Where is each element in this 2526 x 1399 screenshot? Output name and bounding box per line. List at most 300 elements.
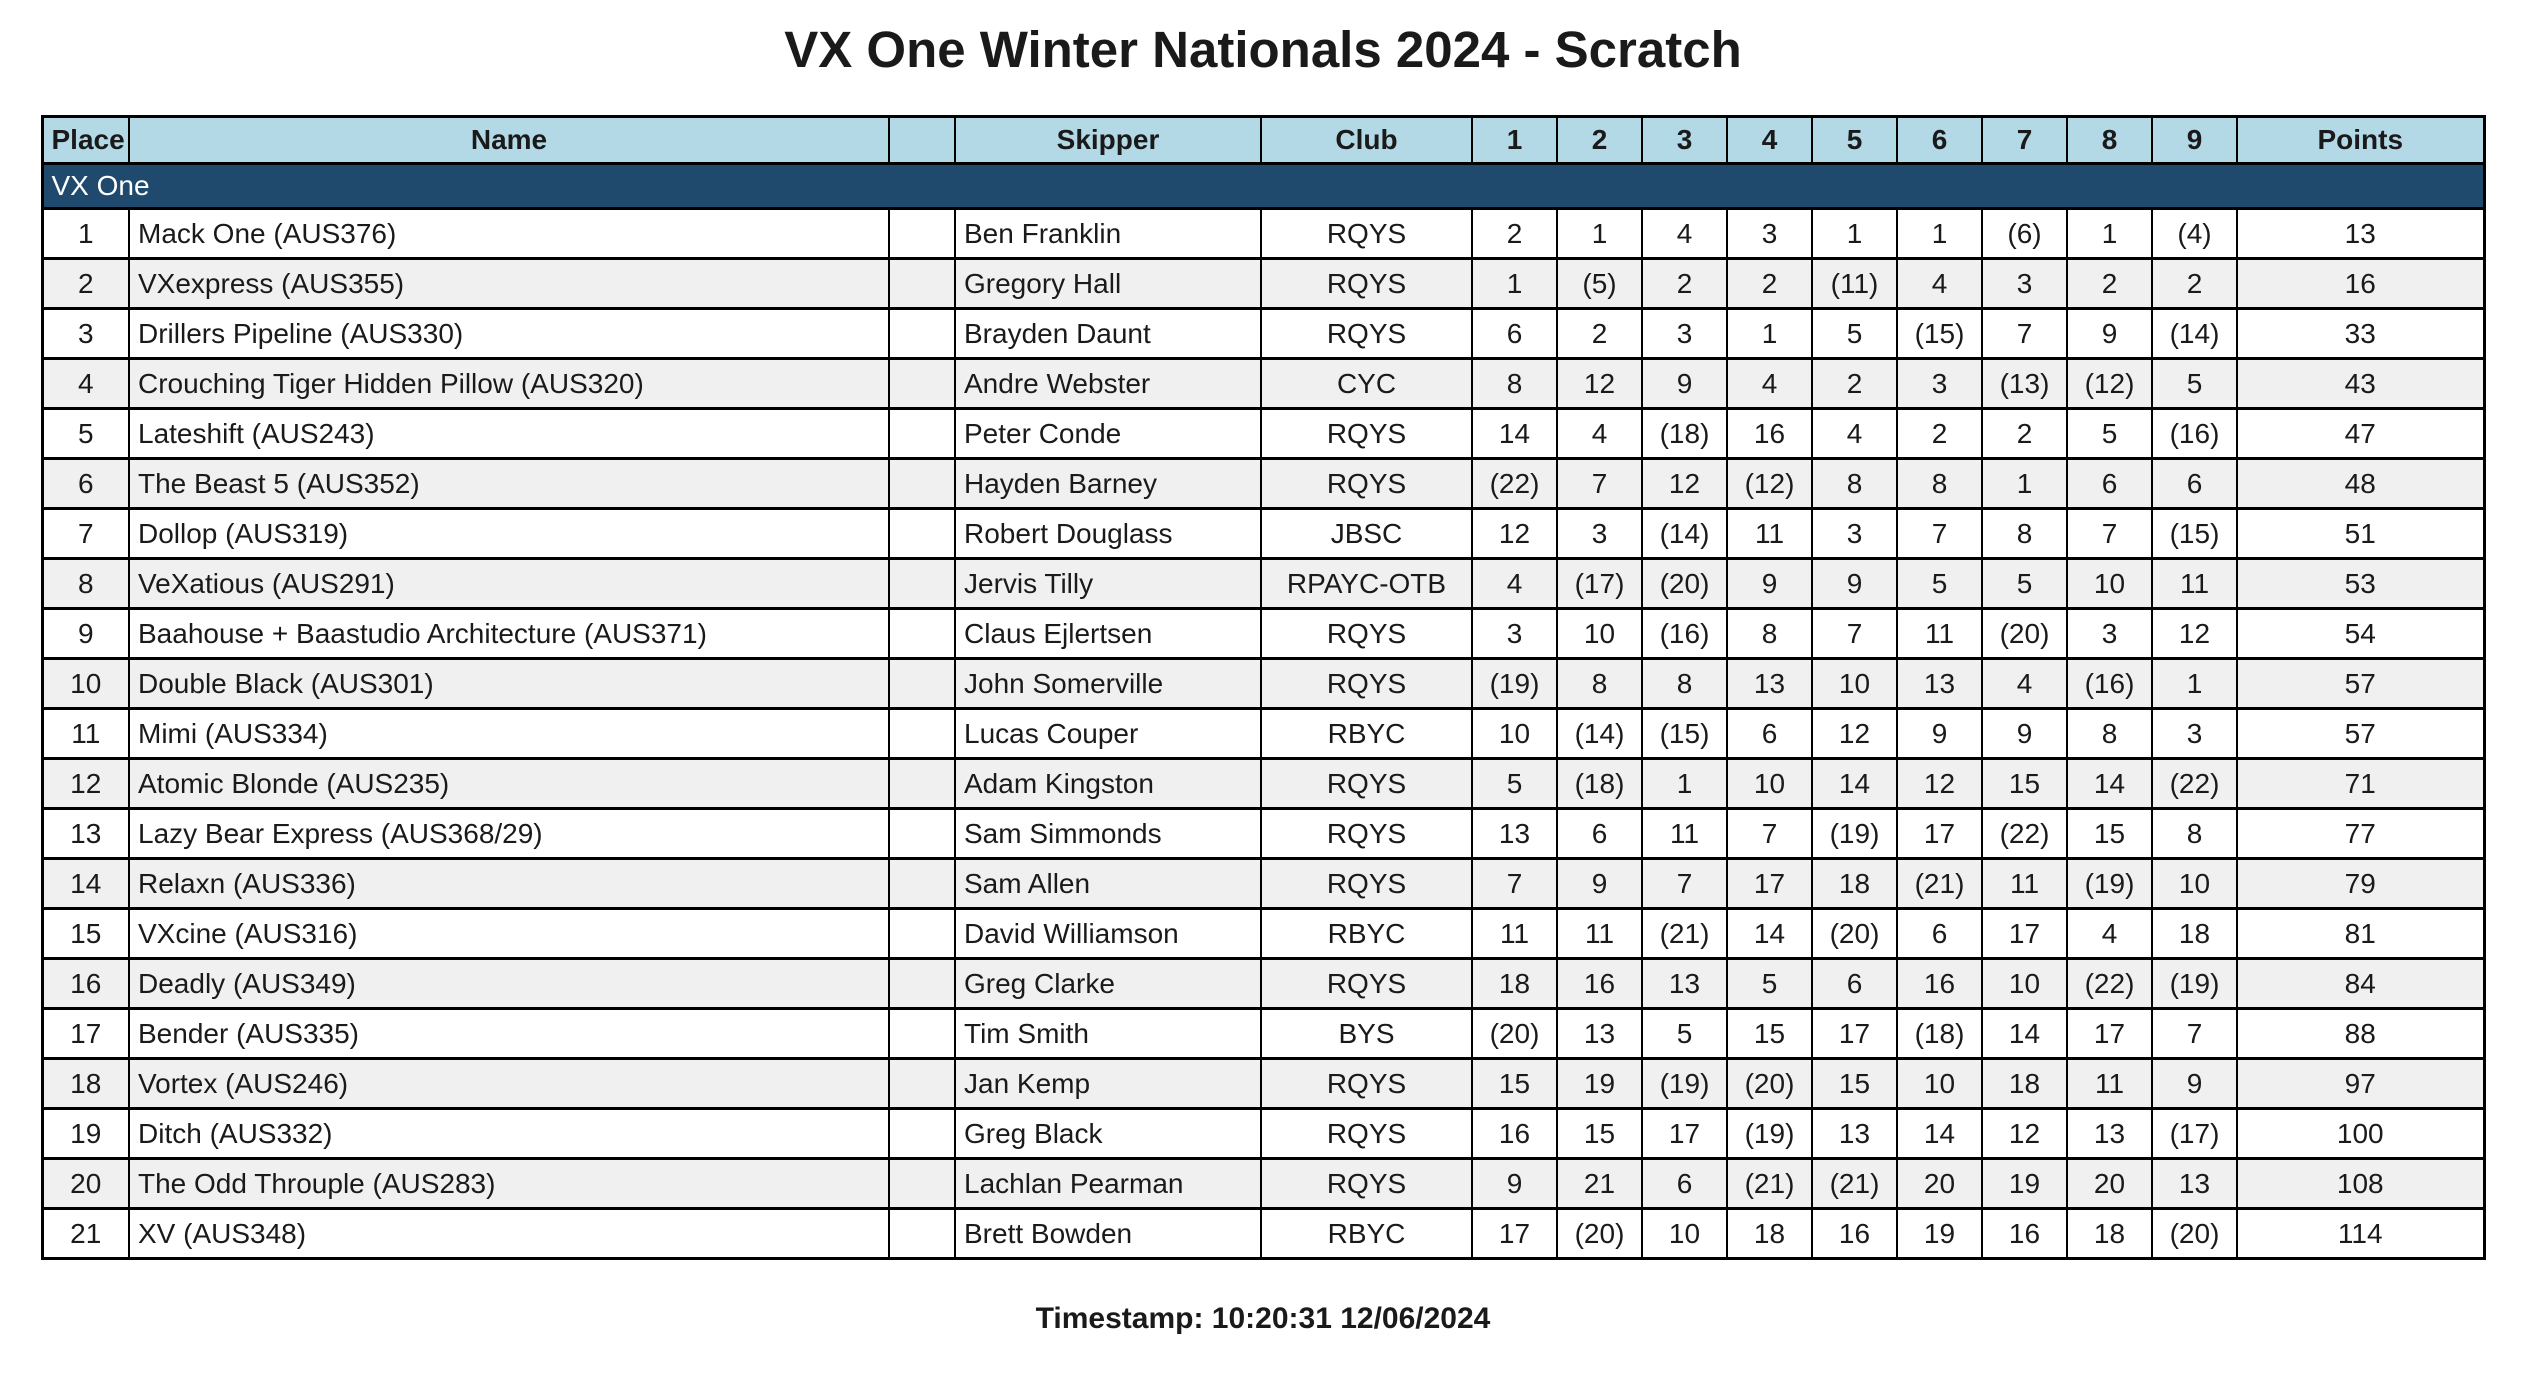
race-3-score-cell: (20) <box>1642 559 1727 609</box>
division-label: VX One <box>42 164 2484 209</box>
race-5-score-cell: (11) <box>1812 259 1897 309</box>
race-6-score-cell: 4 <box>1897 259 1982 309</box>
place-cell: 8 <box>42 559 129 609</box>
race-7-score-cell: 2 <box>1982 409 2067 459</box>
club-cell: RPAYC-OTB <box>1261 559 1472 609</box>
skipper-cell: Gregory Hall <box>955 259 1261 309</box>
skipper-cell: Ben Franklin <box>955 209 1261 259</box>
race-8-score-cell: 13 <box>2067 1109 2152 1159</box>
result-row <box>42 559 2484 609</box>
points-cell: 77 <box>2237 809 2484 859</box>
race-8-score-cell: 18 <box>2067 1209 2152 1259</box>
result-row <box>42 259 2484 309</box>
result-row <box>42 809 2484 859</box>
race-7-score-cell: 14 <box>1982 1009 2067 1059</box>
race-9-score-cell: 10 <box>2152 859 2237 909</box>
column-header-place: Place <box>42 117 129 164</box>
race-9-score-cell: 13 <box>2152 1159 2237 1209</box>
race-9-score-cell: 5 <box>2152 359 2237 409</box>
result-row <box>42 359 2484 409</box>
club-cell: JBSC <box>1261 509 1472 559</box>
club-cell: RQYS <box>1261 1059 1472 1109</box>
race-1-score-cell: 2 <box>1472 209 1557 259</box>
result-row <box>42 859 2484 909</box>
points-cell: 100 <box>2237 1109 2484 1159</box>
spacer-cell <box>889 459 955 509</box>
race-5-score-cell: 14 <box>1812 759 1897 809</box>
spacer-cell <box>889 259 955 309</box>
race-3-score-cell: 7 <box>1642 859 1727 909</box>
race-9-score-cell: 7 <box>2152 1009 2237 1059</box>
skipper-cell: Adam Kingston <box>955 759 1261 809</box>
column-header-6: 6 <box>1897 117 1982 164</box>
race-1-score-cell: 9 <box>1472 1159 1557 1209</box>
race-5-score-cell: 1 <box>1812 209 1897 259</box>
race-7-score-cell: 3 <box>1982 259 2067 309</box>
column-header-7: 7 <box>1982 117 2067 164</box>
race-7-score-cell: 17 <box>1982 909 2067 959</box>
table-header <box>42 117 2484 164</box>
race-8-score-cell: 2 <box>2067 259 2152 309</box>
spacer-cell <box>889 1109 955 1159</box>
division-section-row <box>42 164 2484 209</box>
race-2-score-cell: 13 <box>1557 1009 1642 1059</box>
race-7-score-cell: 4 <box>1982 659 2067 709</box>
club-cell: CYC <box>1261 359 1472 409</box>
column-header-9: 9 <box>2152 117 2237 164</box>
result-row <box>42 1159 2484 1209</box>
race-3-score-cell: 5 <box>1642 1009 1727 1059</box>
race-6-score-cell: 19 <box>1897 1209 1982 1259</box>
race-4-score-cell: 13 <box>1727 659 1812 709</box>
boat-name-cell: VeXatious (AUS291) <box>129 559 889 609</box>
race-5-score-cell: 12 <box>1812 709 1897 759</box>
boat-name-cell: Mimi (AUS334) <box>129 709 889 759</box>
page-title: VX One Winter Nationals 2024 - Scratch <box>784 21 1742 78</box>
race-2-score-cell: (20) <box>1557 1209 1642 1259</box>
race-6-score-cell: 8 <box>1897 459 1982 509</box>
race-3-score-cell: 8 <box>1642 659 1727 709</box>
race-9-score-cell: 8 <box>2152 809 2237 859</box>
race-1-score-cell: 5 <box>1472 759 1557 809</box>
column-header-2: 2 <box>1557 117 1642 164</box>
race-2-score-cell: 7 <box>1557 459 1642 509</box>
result-row <box>42 1109 2484 1159</box>
column-header-name: Name <box>129 117 889 164</box>
race-9-score-cell: 6 <box>2152 459 2237 509</box>
result-row <box>42 1059 2484 1109</box>
race-4-score-cell: 5 <box>1727 959 1812 1009</box>
race-1-score-cell: 13 <box>1472 809 1557 859</box>
race-9-score-cell: (19) <box>2152 959 2237 1009</box>
boat-name-cell: The Odd Throuple (AUS283) <box>129 1159 889 1209</box>
race-7-score-cell: 18 <box>1982 1059 2067 1109</box>
race-2-score-cell: 12 <box>1557 359 1642 409</box>
race-4-score-cell: (21) <box>1727 1159 1812 1209</box>
points-cell: 53 <box>2237 559 2484 609</box>
race-2-score-cell: 8 <box>1557 659 1642 709</box>
points-cell: 71 <box>2237 759 2484 809</box>
race-7-score-cell: 1 <box>1982 459 2067 509</box>
skipper-cell: Jan Kemp <box>955 1059 1261 1109</box>
column-header-8: 8 <box>2067 117 2152 164</box>
race-4-score-cell: 11 <box>1727 509 1812 559</box>
boat-name-cell: Crouching Tiger Hidden Pillow (AUS320) <box>129 359 889 409</box>
race-4-score-cell: (12) <box>1727 459 1812 509</box>
race-1-score-cell: 6 <box>1472 309 1557 359</box>
boat-name-cell: Dollop (AUS319) <box>129 509 889 559</box>
race-3-score-cell: 11 <box>1642 809 1727 859</box>
club-cell: RQYS <box>1261 659 1472 709</box>
race-7-score-cell: (6) <box>1982 209 2067 259</box>
skipper-cell: Greg Black <box>955 1109 1261 1159</box>
place-cell: 12 <box>42 759 129 809</box>
race-9-score-cell: (14) <box>2152 309 2237 359</box>
race-2-score-cell: 1 <box>1557 209 1642 259</box>
points-cell: 16 <box>2237 259 2484 309</box>
spacer-cell <box>889 609 955 659</box>
race-6-score-cell: 12 <box>1897 759 1982 809</box>
race-1-score-cell: 14 <box>1472 409 1557 459</box>
column-header-points: Points <box>2237 117 2484 164</box>
race-4-score-cell: 18 <box>1727 1209 1812 1259</box>
race-7-score-cell: 11 <box>1982 859 2067 909</box>
race-6-score-cell: 13 <box>1897 659 1982 709</box>
club-cell: RQYS <box>1261 409 1472 459</box>
place-cell: 16 <box>42 959 129 1009</box>
race-4-score-cell: 1 <box>1727 309 1812 359</box>
race-6-score-cell: (18) <box>1897 1009 1982 1059</box>
race-9-score-cell: 1 <box>2152 659 2237 709</box>
race-6-score-cell: 7 <box>1897 509 1982 559</box>
race-4-score-cell: 4 <box>1727 359 1812 409</box>
spacer-cell <box>889 209 955 259</box>
boat-name-cell: Atomic Blonde (AUS235) <box>129 759 889 809</box>
race-2-score-cell: (18) <box>1557 759 1642 809</box>
points-cell: 81 <box>2237 909 2484 959</box>
skipper-cell: Claus Ejlertsen <box>955 609 1261 659</box>
skipper-cell: John Somerville <box>955 659 1261 709</box>
race-1-score-cell: 1 <box>1472 259 1557 309</box>
race-9-score-cell: (15) <box>2152 509 2237 559</box>
race-8-score-cell: 7 <box>2067 509 2152 559</box>
race-8-score-cell: 15 <box>2067 809 2152 859</box>
race-1-score-cell: 12 <box>1472 509 1557 559</box>
spacer-cell <box>889 1059 955 1109</box>
column-header-3: 3 <box>1642 117 1727 164</box>
results-table <box>41 115 2486 1260</box>
place-cell: 2 <box>42 259 129 309</box>
boat-name-cell: Drillers Pipeline (AUS330) <box>129 309 889 359</box>
points-cell: 88 <box>2237 1009 2484 1059</box>
race-8-score-cell: 14 <box>2067 759 2152 809</box>
race-4-score-cell: 10 <box>1727 759 1812 809</box>
race-2-score-cell: 2 <box>1557 309 1642 359</box>
club-cell: RQYS <box>1261 809 1472 859</box>
points-cell: 51 <box>2237 509 2484 559</box>
race-9-score-cell: 18 <box>2152 909 2237 959</box>
race-3-score-cell: 10 <box>1642 1209 1727 1259</box>
race-9-score-cell: 9 <box>2152 1059 2237 1109</box>
spacer-cell <box>889 359 955 409</box>
race-3-score-cell: 4 <box>1642 209 1727 259</box>
race-1-score-cell: 11 <box>1472 909 1557 959</box>
place-cell: 9 <box>42 609 129 659</box>
result-row <box>42 509 2484 559</box>
spacer-cell <box>889 659 955 709</box>
race-1-score-cell: 7 <box>1472 859 1557 909</box>
race-5-score-cell: 2 <box>1812 359 1897 409</box>
race-9-score-cell: (22) <box>2152 759 2237 809</box>
points-cell: 33 <box>2237 309 2484 359</box>
race-5-score-cell: (21) <box>1812 1159 1897 1209</box>
club-cell: BYS <box>1261 1009 1472 1059</box>
race-3-score-cell: 9 <box>1642 359 1727 409</box>
timestamp: Timestamp: 10:20:31 12/06/2024 <box>1035 1302 1491 1335</box>
points-cell: 47 <box>2237 409 2484 459</box>
boat-name-cell: Vortex (AUS246) <box>129 1059 889 1109</box>
boat-name-cell: Bender (AUS335) <box>129 1009 889 1059</box>
race-9-score-cell: (16) <box>2152 409 2237 459</box>
result-row <box>42 959 2484 1009</box>
race-8-score-cell: (19) <box>2067 859 2152 909</box>
boat-name-cell: Baahouse + Baastudio Architecture (AUS371) <box>129 609 889 659</box>
result-row <box>42 759 2484 809</box>
race-1-score-cell: 15 <box>1472 1059 1557 1109</box>
race-3-score-cell: (15) <box>1642 709 1727 759</box>
race-2-score-cell: 9 <box>1557 859 1642 909</box>
place-cell: 5 <box>42 409 129 459</box>
spacer-cell <box>889 1009 955 1059</box>
boat-name-cell: Mack One (AUS376) <box>129 209 889 259</box>
spacer-cell <box>889 909 955 959</box>
race-6-score-cell: 10 <box>1897 1059 1982 1109</box>
race-3-score-cell: 3 <box>1642 309 1727 359</box>
race-7-score-cell: (20) <box>1982 609 2067 659</box>
boat-name-cell: Lateshift (AUS243) <box>129 409 889 459</box>
skipper-cell: Tim Smith <box>955 1009 1261 1059</box>
points-cell: 97 <box>2237 1059 2484 1109</box>
place-cell: 19 <box>42 1109 129 1159</box>
spacer-cell <box>889 959 955 1009</box>
club-cell: RBYC <box>1261 1209 1472 1259</box>
race-1-score-cell: (22) <box>1472 459 1557 509</box>
place-cell: 6 <box>42 459 129 509</box>
race-8-score-cell: (16) <box>2067 659 2152 709</box>
skipper-cell: Brayden Daunt <box>955 309 1261 359</box>
race-4-score-cell: 7 <box>1727 809 1812 859</box>
place-cell: 21 <box>42 1209 129 1259</box>
spacer-cell <box>889 809 955 859</box>
place-cell: 7 <box>42 509 129 559</box>
race-5-score-cell: 8 <box>1812 459 1897 509</box>
club-cell: RQYS <box>1261 1159 1472 1209</box>
place-cell: 14 <box>42 859 129 909</box>
race-5-score-cell: 13 <box>1812 1109 1897 1159</box>
race-7-score-cell: 8 <box>1982 509 2067 559</box>
points-cell: 13 <box>2237 209 2484 259</box>
race-3-score-cell: 17 <box>1642 1109 1727 1159</box>
race-1-score-cell: (19) <box>1472 659 1557 709</box>
race-8-score-cell: 9 <box>2067 309 2152 359</box>
race-8-score-cell: 11 <box>2067 1059 2152 1109</box>
race-6-score-cell: 5 <box>1897 559 1982 609</box>
club-cell: RQYS <box>1261 259 1472 309</box>
race-2-score-cell: 10 <box>1557 609 1642 659</box>
spacer-cell <box>889 1209 955 1259</box>
race-8-score-cell: (22) <box>2067 959 2152 1009</box>
club-cell: RQYS <box>1261 609 1472 659</box>
column-header-club: Club <box>1261 117 1472 164</box>
race-5-score-cell: 17 <box>1812 1009 1897 1059</box>
spacer-cell <box>889 559 955 609</box>
spacer-cell <box>889 759 955 809</box>
race-5-score-cell: 5 <box>1812 309 1897 359</box>
race-3-score-cell: (19) <box>1642 1059 1727 1109</box>
race-1-score-cell: 17 <box>1472 1209 1557 1259</box>
points-cell: 54 <box>2237 609 2484 659</box>
race-7-score-cell: 19 <box>1982 1159 2067 1209</box>
result-row <box>42 609 2484 659</box>
boat-name-cell: XV (AUS348) <box>129 1209 889 1259</box>
club-cell: RQYS <box>1261 759 1472 809</box>
place-cell: 10 <box>42 659 129 709</box>
race-6-score-cell: 1 <box>1897 209 1982 259</box>
club-cell: RBYC <box>1261 709 1472 759</box>
race-6-score-cell: 2 <box>1897 409 1982 459</box>
points-cell: 108 <box>2237 1159 2484 1209</box>
result-row <box>42 1209 2484 1259</box>
race-9-score-cell: (17) <box>2152 1109 2237 1159</box>
race-7-score-cell: (13) <box>1982 359 2067 409</box>
skipper-cell: Peter Conde <box>955 409 1261 459</box>
points-cell: 43 <box>2237 359 2484 409</box>
race-6-score-cell: 16 <box>1897 959 1982 1009</box>
race-5-score-cell: 16 <box>1812 1209 1897 1259</box>
race-9-score-cell: 11 <box>2152 559 2237 609</box>
race-5-score-cell: 9 <box>1812 559 1897 609</box>
race-5-score-cell: (20) <box>1812 909 1897 959</box>
place-cell: 11 <box>42 709 129 759</box>
race-5-score-cell: 4 <box>1812 409 1897 459</box>
race-6-score-cell: (21) <box>1897 859 1982 909</box>
boat-name-cell: Double Black (AUS301) <box>129 659 889 709</box>
race-4-score-cell: 15 <box>1727 1009 1812 1059</box>
race-8-score-cell: 4 <box>2067 909 2152 959</box>
race-6-score-cell: 9 <box>1897 709 1982 759</box>
race-6-score-cell: 14 <box>1897 1109 1982 1159</box>
race-1-score-cell: (20) <box>1472 1009 1557 1059</box>
race-7-score-cell: (22) <box>1982 809 2067 859</box>
race-3-score-cell: 13 <box>1642 959 1727 1009</box>
result-row <box>42 909 2484 959</box>
race-6-score-cell: (15) <box>1897 309 1982 359</box>
race-8-score-cell: 3 <box>2067 609 2152 659</box>
race-2-score-cell: 21 <box>1557 1159 1642 1209</box>
boat-name-cell: VXexpress (AUS355) <box>129 259 889 309</box>
race-2-score-cell: (5) <box>1557 259 1642 309</box>
race-2-score-cell: 15 <box>1557 1109 1642 1159</box>
club-cell: RQYS <box>1261 459 1472 509</box>
race-2-score-cell: 3 <box>1557 509 1642 559</box>
race-9-score-cell: 3 <box>2152 709 2237 759</box>
skipper-cell: Hayden Barney <box>955 459 1261 509</box>
race-3-score-cell: 1 <box>1642 759 1727 809</box>
race-5-score-cell: 3 <box>1812 509 1897 559</box>
boat-name-cell: Ditch (AUS332) <box>129 1109 889 1159</box>
race-8-score-cell: (12) <box>2067 359 2152 409</box>
race-6-score-cell: 6 <box>1897 909 1982 959</box>
race-9-score-cell: 12 <box>2152 609 2237 659</box>
header-row <box>42 117 2484 164</box>
points-cell: 114 <box>2237 1209 2484 1259</box>
skipper-cell: Jervis Tilly <box>955 559 1261 609</box>
race-7-score-cell: 16 <box>1982 1209 2067 1259</box>
race-8-score-cell: 17 <box>2067 1009 2152 1059</box>
race-6-score-cell: 11 <box>1897 609 1982 659</box>
club-cell: RQYS <box>1261 959 1472 1009</box>
race-1-score-cell: 4 <box>1472 559 1557 609</box>
boat-name-cell: Relaxn (AUS336) <box>129 859 889 909</box>
place-cell: 4 <box>42 359 129 409</box>
race-3-score-cell: 2 <box>1642 259 1727 309</box>
points-cell: 79 <box>2237 859 2484 909</box>
race-4-score-cell: 9 <box>1727 559 1812 609</box>
race-2-score-cell: 19 <box>1557 1059 1642 1109</box>
column-header-skipper: Skipper <box>955 117 1261 164</box>
race-4-score-cell: 6 <box>1727 709 1812 759</box>
race-5-score-cell: 10 <box>1812 659 1897 709</box>
table-body <box>42 164 2484 1259</box>
spacer-cell <box>889 709 955 759</box>
race-7-score-cell: 15 <box>1982 759 2067 809</box>
race-2-score-cell: 6 <box>1557 809 1642 859</box>
race-2-score-cell: (14) <box>1557 709 1642 759</box>
race-4-score-cell: 14 <box>1727 909 1812 959</box>
race-6-score-cell: 20 <box>1897 1159 1982 1209</box>
race-8-score-cell: 6 <box>2067 459 2152 509</box>
race-2-score-cell: 16 <box>1557 959 1642 1009</box>
boat-name-cell: Deadly (AUS349) <box>129 959 889 1009</box>
race-1-score-cell: 8 <box>1472 359 1557 409</box>
race-4-score-cell: (19) <box>1727 1109 1812 1159</box>
column-header-spacer <box>889 117 955 164</box>
race-4-score-cell: 2 <box>1727 259 1812 309</box>
place-cell: 18 <box>42 1059 129 1109</box>
place-cell: 3 <box>42 309 129 359</box>
result-row <box>42 459 2484 509</box>
skipper-cell: David Williamson <box>955 909 1261 959</box>
column-header-5: 5 <box>1812 117 1897 164</box>
race-3-score-cell: (14) <box>1642 509 1727 559</box>
race-4-score-cell: 3 <box>1727 209 1812 259</box>
place-cell: 1 <box>42 209 129 259</box>
race-3-score-cell: (18) <box>1642 409 1727 459</box>
club-cell: RQYS <box>1261 1109 1472 1159</box>
points-cell: 48 <box>2237 459 2484 509</box>
race-3-score-cell: 12 <box>1642 459 1727 509</box>
spacer-cell <box>889 1159 955 1209</box>
skipper-cell: Brett Bowden <box>955 1209 1261 1259</box>
result-row <box>42 409 2484 459</box>
result-row <box>42 659 2484 709</box>
race-1-score-cell: 16 <box>1472 1109 1557 1159</box>
club-cell: RBYC <box>1261 909 1472 959</box>
race-9-score-cell: 2 <box>2152 259 2237 309</box>
place-cell: 17 <box>42 1009 129 1059</box>
place-cell: 20 <box>42 1159 129 1209</box>
race-8-score-cell: 20 <box>2067 1159 2152 1209</box>
